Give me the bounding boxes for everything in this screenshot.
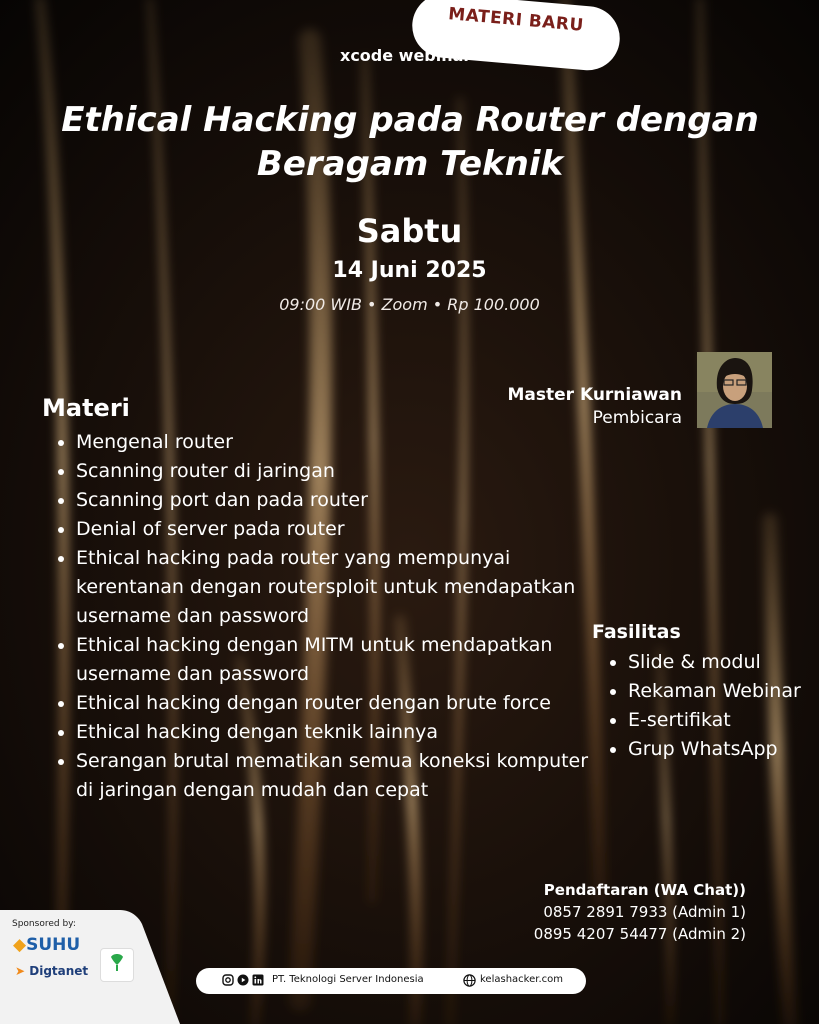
speaker-name: Master Kurniawan xyxy=(507,385,682,405)
brand-name: xcode webinar xyxy=(340,46,472,65)
list-item: • Mengenal router xyxy=(76,428,596,457)
website-link[interactable]: kelashacker.com xyxy=(480,974,563,985)
event-day: Sabtu xyxy=(356,212,463,250)
admin-phone-1: 0857 2891 7933 (Admin 1) xyxy=(543,903,746,921)
list-item: • Serangan brutal mematikan semua koneksi komputer di jaringan dengan mudah dan cepat xyxy=(76,747,596,805)
materi-list xyxy=(52,428,596,805)
registration-heading: Pendaftaran (WA Chat)) xyxy=(543,881,746,899)
globe-icon xyxy=(463,974,476,987)
fasilitas-list xyxy=(604,648,819,764)
fasilitas-heading: Fasilitas xyxy=(592,621,681,643)
list-item: • Rekaman Webinar xyxy=(628,677,819,706)
admin-phone-2: 0895 4207 54477 (Admin 2) xyxy=(533,925,746,943)
speaker-photo xyxy=(697,352,772,428)
list-item: • Scanning port dan pada router xyxy=(76,486,596,515)
list-item: • E-sertifikat xyxy=(628,706,819,735)
event-meta: 09:00 WIB • Zoom • Rp 100.000 xyxy=(279,295,540,314)
event-date: 14 Juni 2025 xyxy=(332,258,487,283)
footer-bar xyxy=(196,968,586,994)
list-item: • Grup WhatsApp xyxy=(628,735,819,764)
list-item: • Ethical hacking pada router yang mempunyai kerentanan dengan routersploit untuk mendapatkan username dan password xyxy=(76,544,596,631)
list-item: • Scanning router di jaringan xyxy=(76,457,596,486)
suhu-logo xyxy=(13,935,80,955)
partner-logo xyxy=(100,948,134,982)
suhu-diamond-icon: ◆ xyxy=(13,935,27,955)
company-name: PT. Teknologi Server Indonesia xyxy=(272,974,424,985)
speaker-role: Pembicara xyxy=(592,408,682,428)
list-item: • Ethical hacking dengan MITM untuk mendapatkan username dan password xyxy=(76,631,596,689)
digtanet-arrow-icon: ➤ xyxy=(15,964,26,978)
badge-label: MATERI BARU xyxy=(447,4,585,36)
list-item: • Denial of server pada router xyxy=(76,515,596,544)
sponsor-label: Sponsored by: xyxy=(12,919,76,929)
list-item: • Slide & modul xyxy=(628,648,819,677)
webinar-title: Ethical Hacking pada Router dengan Beragam Teknik xyxy=(61,100,759,184)
digtanet-logo-text: Digtanet xyxy=(29,964,89,978)
linkedin-icon[interactable] xyxy=(252,974,264,986)
materi-heading: Materi xyxy=(42,394,130,422)
list-item: • Ethical hacking dengan teknik lainnya xyxy=(76,718,596,747)
suhu-logo-text: SUHU xyxy=(26,935,81,955)
instagram-icon[interactable] xyxy=(222,974,234,986)
digtanet-logo xyxy=(15,964,88,978)
list-item: • Ethical hacking dengan router dengan brute force xyxy=(76,689,596,718)
youtube-icon[interactable] xyxy=(237,974,249,986)
